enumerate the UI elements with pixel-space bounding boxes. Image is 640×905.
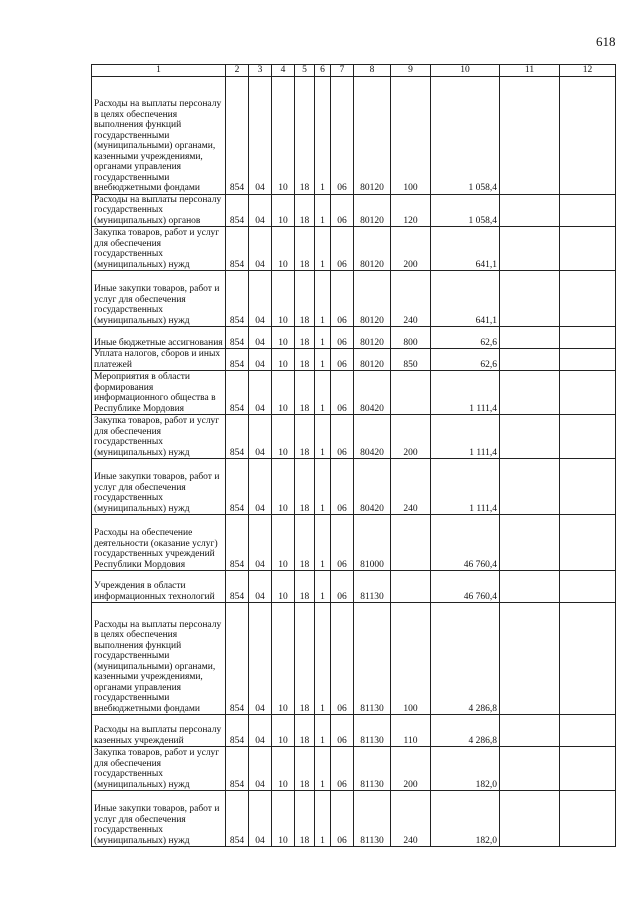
code-cell-c8: 80120 xyxy=(354,227,391,271)
code-cell-c3: 04 xyxy=(249,76,272,194)
code-cell-c8: 81130 xyxy=(354,715,391,747)
code-cell-c4: 10 xyxy=(272,791,295,847)
table-row xyxy=(92,76,616,194)
code-cell-c5: 18 xyxy=(295,571,315,603)
amount-cell: 1 111,4 xyxy=(431,371,500,415)
code-cell-c6: 1 xyxy=(315,791,331,847)
code-cell-c8: 80420 xyxy=(354,371,391,415)
expense-name: Иные закупки товаров, работ и услуг для обеспечения государственных (муниципальных) нужд xyxy=(92,459,226,515)
expense-name: Иные закупки товаров, работ и услуг для обеспечения государственных (муниципальных) нужд xyxy=(92,791,226,847)
column-number-2: 2 xyxy=(226,65,249,77)
code-cell-c12 xyxy=(560,459,616,515)
code-cell-c12 xyxy=(560,76,616,194)
amount-cell: 4 286,8 xyxy=(431,603,500,715)
code-cell-c7: 06 xyxy=(331,271,354,327)
amount-cell: 1 111,4 xyxy=(431,459,500,515)
code-cell-c8: 80120 xyxy=(354,327,391,349)
code-cell-c12 xyxy=(560,349,616,371)
code-cell-c3: 04 xyxy=(249,349,272,371)
code-cell-c7: 06 xyxy=(331,327,354,349)
budget-table xyxy=(91,64,616,847)
column-number-11: 11 xyxy=(500,65,560,77)
table-row xyxy=(92,603,616,715)
code-cell-c3: 04 xyxy=(249,227,272,271)
code-cell-c5: 18 xyxy=(295,349,315,371)
amount-cell: 62,6 xyxy=(431,349,500,371)
code-cell-c2: 854 xyxy=(226,747,249,791)
code-cell-c3: 04 xyxy=(249,747,272,791)
code-cell-c9: 240 xyxy=(391,459,431,515)
column-number-header-row xyxy=(92,65,616,77)
code-cell-c2: 854 xyxy=(226,791,249,847)
code-cell-c3: 04 xyxy=(249,194,272,227)
code-cell-c12 xyxy=(560,571,616,603)
code-cell-c4: 10 xyxy=(272,194,295,227)
code-cell-c5: 18 xyxy=(295,371,315,415)
code-cell-c9: 850 xyxy=(391,349,431,371)
code-cell-c2: 854 xyxy=(226,415,249,459)
code-cell-c4: 10 xyxy=(272,271,295,327)
code-cell-c6: 1 xyxy=(315,715,331,747)
expense-name: Расходы на выплаты персоналу государственных (муниципальных) органов xyxy=(92,194,226,227)
code-cell-c3: 04 xyxy=(249,715,272,747)
amount-cell: 46 760,4 xyxy=(431,571,500,603)
code-cell-c2: 854 xyxy=(226,603,249,715)
amount-cell: 641,1 xyxy=(431,227,500,271)
column-number-9: 9 xyxy=(391,65,431,77)
column-number-6: 6 xyxy=(315,65,331,77)
code-cell-c4: 10 xyxy=(272,515,295,571)
code-cell-c12 xyxy=(560,415,616,459)
code-cell-c7: 06 xyxy=(331,747,354,791)
code-cell-c9: 100 xyxy=(391,76,431,194)
column-number-5: 5 xyxy=(295,65,315,77)
code-cell-c4: 10 xyxy=(272,371,295,415)
amount-cell: 1 111,4 xyxy=(431,415,500,459)
code-cell-c7: 06 xyxy=(331,349,354,371)
code-cell-c5: 18 xyxy=(295,271,315,327)
code-cell-c7: 06 xyxy=(331,194,354,227)
code-cell-c12 xyxy=(560,194,616,227)
code-cell-c2: 854 xyxy=(226,194,249,227)
code-cell-c8: 80120 xyxy=(354,349,391,371)
code-cell-c12 xyxy=(560,271,616,327)
code-cell-c6: 1 xyxy=(315,571,331,603)
amount-cell: 1 058,4 xyxy=(431,76,500,194)
expense-name: Уплата налогов, сборов и иных платежей xyxy=(92,349,226,371)
expense-name: Расходы на выплаты персоналу казенных учреждений xyxy=(92,715,226,747)
page-number: 618 xyxy=(596,34,616,49)
code-cell-c8: 81130 xyxy=(354,747,391,791)
code-cell-c4: 10 xyxy=(272,327,295,349)
code-cell-c8: 81130 xyxy=(354,791,391,847)
code-cell-c6: 1 xyxy=(315,271,331,327)
code-cell-c4: 10 xyxy=(272,747,295,791)
code-cell-c12 xyxy=(560,715,616,747)
expense-name: Иные закупки товаров, работ и услуг для обеспечения государственных (муниципальных) нужд xyxy=(92,271,226,327)
code-cell-c3: 04 xyxy=(249,515,272,571)
code-cell-c7: 06 xyxy=(331,371,354,415)
table-row xyxy=(92,194,616,227)
table-row xyxy=(92,371,616,415)
code-cell-c3: 04 xyxy=(249,271,272,327)
code-cell-c7: 06 xyxy=(331,459,354,515)
code-cell-c11 xyxy=(500,791,560,847)
expense-name: Расходы на обеспечение деятельности (оказание услуг) государственных учреждений Республики Мордовия xyxy=(92,515,226,571)
table-row xyxy=(92,715,616,747)
code-cell-c9 xyxy=(391,371,431,415)
code-cell-c8: 81130 xyxy=(354,571,391,603)
column-number-3: 3 xyxy=(249,65,272,77)
expense-name: Иные бюджетные ассигнования xyxy=(92,327,226,349)
code-cell-c5: 18 xyxy=(295,76,315,194)
code-cell-c3: 04 xyxy=(249,571,272,603)
table-row xyxy=(92,349,616,371)
code-cell-c3: 04 xyxy=(249,327,272,349)
code-cell-c5: 18 xyxy=(295,227,315,271)
code-cell-c8: 80120 xyxy=(354,271,391,327)
expense-name: Мероприятия в области формирования информационного общества в Республике Мордовия xyxy=(92,371,226,415)
table-row xyxy=(92,271,616,327)
code-cell-c5: 18 xyxy=(295,194,315,227)
code-cell-c4: 10 xyxy=(272,349,295,371)
amount-cell: 182,0 xyxy=(431,747,500,791)
column-number-10: 10 xyxy=(431,65,500,77)
amount-cell: 641,1 xyxy=(431,271,500,327)
expense-name: Закупка товаров, работ и услуг для обеспечения государственных (муниципальных) нужд xyxy=(92,747,226,791)
code-cell-c2: 854 xyxy=(226,715,249,747)
code-cell-c5: 18 xyxy=(295,459,315,515)
code-cell-c9: 200 xyxy=(391,747,431,791)
column-number-12: 12 xyxy=(560,65,616,77)
expense-name: Закупка товаров, работ и услуг для обеспечения государственных (муниципальных) нужд xyxy=(92,415,226,459)
code-cell-c11 xyxy=(500,194,560,227)
table-row xyxy=(92,227,616,271)
amount-cell: 4 286,8 xyxy=(431,715,500,747)
code-cell-c2: 854 xyxy=(226,371,249,415)
code-cell-c2: 854 xyxy=(226,76,249,194)
table-row xyxy=(92,459,616,515)
code-cell-c6: 1 xyxy=(315,349,331,371)
amount-cell: 46 760,4 xyxy=(431,515,500,571)
code-cell-c5: 18 xyxy=(295,515,315,571)
code-cell-c7: 06 xyxy=(331,571,354,603)
code-cell-c2: 854 xyxy=(226,327,249,349)
code-cell-c4: 10 xyxy=(272,459,295,515)
code-cell-c8: 80120 xyxy=(354,76,391,194)
code-cell-c5: 18 xyxy=(295,415,315,459)
code-cell-c2: 854 xyxy=(226,349,249,371)
code-cell-c11 xyxy=(500,371,560,415)
table-row xyxy=(92,415,616,459)
code-cell-c9: 110 xyxy=(391,715,431,747)
code-cell-c11 xyxy=(500,747,560,791)
expense-name: Закупка товаров, работ и услуг для обеспечения государственных (муниципальных) нужд xyxy=(92,227,226,271)
code-cell-c6: 1 xyxy=(315,415,331,459)
code-cell-c2: 854 xyxy=(226,571,249,603)
code-cell-c7: 06 xyxy=(331,603,354,715)
table-row xyxy=(92,515,616,571)
code-cell-c11 xyxy=(500,603,560,715)
expense-name: Расходы на выплаты персоналу в целях обеспечения выполнения функций государственными (муниципальными) органами, казенными учреждениями, органами управления государственными внебюджетными фондами xyxy=(92,603,226,715)
code-cell-c12 xyxy=(560,747,616,791)
code-cell-c8: 81000 xyxy=(354,515,391,571)
code-cell-c7: 06 xyxy=(331,415,354,459)
code-cell-c8: 80420 xyxy=(354,459,391,515)
code-cell-c9: 240 xyxy=(391,271,431,327)
code-cell-c4: 10 xyxy=(272,415,295,459)
code-cell-c6: 1 xyxy=(315,371,331,415)
code-cell-c9: 240 xyxy=(391,791,431,847)
amount-cell: 62,6 xyxy=(431,327,500,349)
code-cell-c5: 18 xyxy=(295,715,315,747)
code-cell-c6: 1 xyxy=(315,603,331,715)
code-cell-c12 xyxy=(560,227,616,271)
code-cell-c2: 854 xyxy=(226,459,249,515)
code-cell-c11 xyxy=(500,349,560,371)
code-cell-c2: 854 xyxy=(226,515,249,571)
code-cell-c12 xyxy=(560,327,616,349)
code-cell-c5: 18 xyxy=(295,791,315,847)
code-cell-c5: 18 xyxy=(295,327,315,349)
code-cell-c11 xyxy=(500,515,560,571)
code-cell-c3: 04 xyxy=(249,371,272,415)
code-cell-c9: 120 xyxy=(391,194,431,227)
code-cell-c6: 1 xyxy=(315,76,331,194)
code-cell-c3: 04 xyxy=(249,415,272,459)
code-cell-c3: 04 xyxy=(249,603,272,715)
code-cell-c12 xyxy=(560,515,616,571)
code-cell-c2: 854 xyxy=(226,227,249,271)
table-row xyxy=(92,327,616,349)
column-number-1: 1 xyxy=(92,65,226,77)
code-cell-c4: 10 xyxy=(272,571,295,603)
code-cell-c9: 200 xyxy=(391,227,431,271)
amount-cell: 182,0 xyxy=(431,791,500,847)
code-cell-c6: 1 xyxy=(315,515,331,571)
code-cell-c9: 100 xyxy=(391,603,431,715)
column-number-7: 7 xyxy=(331,65,354,77)
code-cell-c5: 18 xyxy=(295,603,315,715)
code-cell-c9: 200 xyxy=(391,415,431,459)
column-number-8: 8 xyxy=(354,65,391,77)
code-cell-c6: 1 xyxy=(315,747,331,791)
code-cell-c4: 10 xyxy=(272,715,295,747)
code-cell-c4: 10 xyxy=(272,76,295,194)
code-cell-c8: 81130 xyxy=(354,603,391,715)
code-cell-c4: 10 xyxy=(272,227,295,271)
code-cell-c9: 800 xyxy=(391,327,431,349)
code-cell-c11 xyxy=(500,459,560,515)
code-cell-c11 xyxy=(500,327,560,349)
table-row xyxy=(92,571,616,603)
code-cell-c12 xyxy=(560,371,616,415)
code-cell-c9 xyxy=(391,571,431,603)
code-cell-c2: 854 xyxy=(226,271,249,327)
code-cell-c8: 80420 xyxy=(354,415,391,459)
code-cell-c12 xyxy=(560,603,616,715)
code-cell-c6: 1 xyxy=(315,227,331,271)
code-cell-c11 xyxy=(500,76,560,194)
code-cell-c6: 1 xyxy=(315,194,331,227)
code-cell-c11 xyxy=(500,227,560,271)
code-cell-c11 xyxy=(500,715,560,747)
code-cell-c7: 06 xyxy=(331,715,354,747)
code-cell-c6: 1 xyxy=(315,459,331,515)
code-cell-c4: 10 xyxy=(272,603,295,715)
expense-name: Учреждения в области информационных технологий xyxy=(92,571,226,603)
code-cell-c9 xyxy=(391,515,431,571)
code-cell-c11 xyxy=(500,571,560,603)
code-cell-c3: 04 xyxy=(249,791,272,847)
column-number-4: 4 xyxy=(272,65,295,77)
expense-name: Расходы на выплаты персоналу в целях обеспечения выполнения функций государственными (муниципальными) органами, казенными учреждениями, органами управления государственными внебюджетными фондами xyxy=(92,76,226,194)
code-cell-c11 xyxy=(500,415,560,459)
code-cell-c12 xyxy=(560,791,616,847)
code-cell-c11 xyxy=(500,271,560,327)
code-cell-c7: 06 xyxy=(331,791,354,847)
code-cell-c3: 04 xyxy=(249,459,272,515)
code-cell-c7: 06 xyxy=(331,227,354,271)
code-cell-c5: 18 xyxy=(295,747,315,791)
code-cell-c8: 80120 xyxy=(354,194,391,227)
table-row xyxy=(92,747,616,791)
code-cell-c7: 06 xyxy=(331,76,354,194)
code-cell-c7: 06 xyxy=(331,515,354,571)
code-cell-c6: 1 xyxy=(315,327,331,349)
table-row xyxy=(92,791,616,847)
amount-cell: 1 058,4 xyxy=(431,194,500,227)
